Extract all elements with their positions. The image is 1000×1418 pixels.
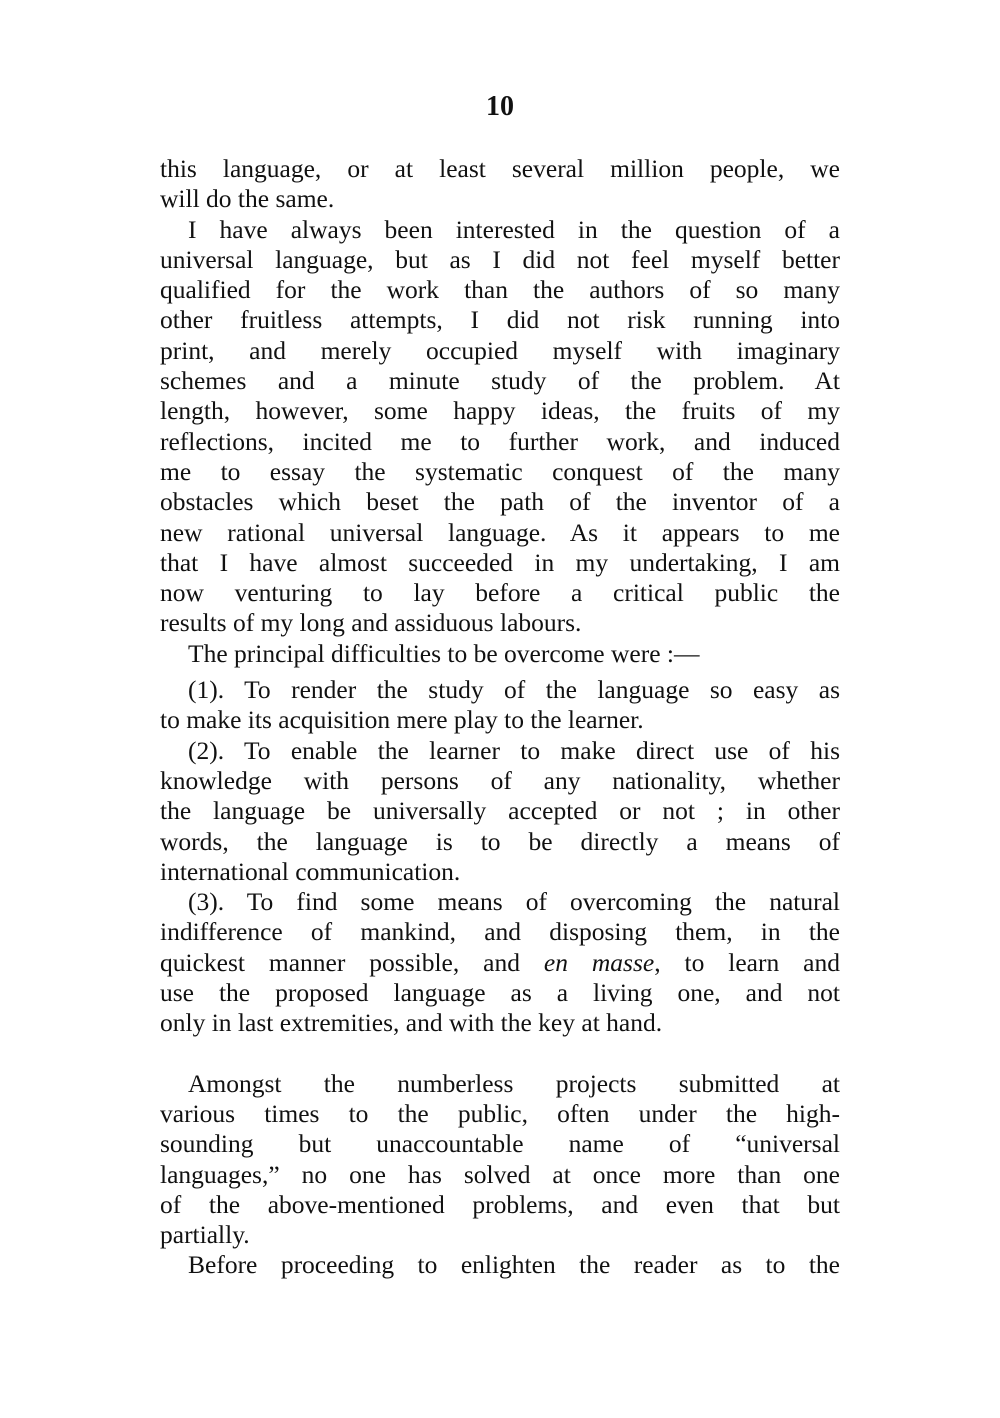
text-line: that I have almost succeeded in my undertaking, I am <box>160 547 840 577</box>
text-line: (2). To enable the learner to make direct use of his <box>188 735 840 765</box>
text-line: The principal difficulties to be overcome were :— <box>188 638 700 668</box>
paragraph-projects <box>160 1069 840 1251</box>
spacer <box>160 1039 840 1069</box>
text-line: Amongst the numberless projects submitted at <box>188 1068 840 1098</box>
text-line: international communication. <box>160 856 461 886</box>
page-number: 10 <box>486 91 514 122</box>
text-line: (3). To find some means of overcoming the natural <box>188 887 840 917</box>
text-line: knowledge with persons of any nationality, whether <box>160 765 840 795</box>
paragraph-point-1 <box>160 675 840 736</box>
text-line: print, and merely occupied myself with imaginary <box>160 335 840 365</box>
text-line: obstacles which beset the path of the inventor of a <box>160 487 840 517</box>
text-line: partially. <box>160 1220 250 1250</box>
text-line: Before proceeding to enlighten the reader as to the <box>188 1250 840 1280</box>
text-line: to make its acquisition mere play to the learner. <box>160 705 644 735</box>
text-line: of the above-mentioned problems, and even that but <box>160 1189 840 1219</box>
text-line: sounding but unaccountable name of “universal <box>160 1129 840 1159</box>
italic-phrase: en masse <box>543 947 655 977</box>
text-line: (1). To render the study of the language so easy as <box>188 675 840 705</box>
text-line: qualified for the work than the authors of so many <box>160 275 840 305</box>
text-line: languages,” no one has solved at once more than one <box>160 1159 840 1189</box>
text-line: indifference of mankind, and disposing them, in the <box>160 917 840 947</box>
text-line: words, the language is to be directly a means of <box>160 826 840 856</box>
text-line: use the proposed language as a living one, and not <box>160 978 840 1008</box>
text-line-with-italic <box>160 948 840 978</box>
text-line: me to essay the systematic conquest of the many <box>160 456 840 486</box>
text-line: results of my long and assiduous labours. <box>160 608 582 638</box>
text-segment: , to learn and <box>654 947 840 977</box>
paragraph-difficulties-intro <box>160 639 840 669</box>
text-line: this language, or at least several million people, we <box>160 154 840 183</box>
text-line: universal language, but as I did not feel myself better <box>160 244 840 274</box>
text-line: other fruitless attempts, I did not risk running into <box>160 305 840 335</box>
paragraph-continuation <box>160 154 840 215</box>
text-line: schemes and a minute study of the problem. At <box>160 366 840 396</box>
text-line: the language be universally accepted or not ; in other <box>160 796 840 826</box>
paragraph-interest <box>160 215 840 639</box>
text-line: reflections, incited me to further work, and induced <box>160 426 840 456</box>
text-line: I have always been interested in the question of a <box>188 214 840 244</box>
text-line: will do the same. <box>160 184 335 214</box>
text-line: now venturing to lay before a critical public the <box>160 578 840 608</box>
text-line: length, however, some happy ideas, the fruits of my <box>160 396 840 426</box>
paragraph-point-3 <box>160 887 840 1038</box>
text-line: new rational universal language. As it appears to me <box>160 517 840 547</box>
text-line: various times to the public, often under the high- <box>160 1098 840 1128</box>
text-line: only in last extremities, and with the key at hand. <box>160 1008 663 1038</box>
paragraph-point-2 <box>160 736 840 887</box>
body-text <box>160 154 840 1281</box>
paragraph-before-proceeding <box>160 1250 840 1280</box>
text-segment: quickest manner possible, and <box>160 947 544 977</box>
